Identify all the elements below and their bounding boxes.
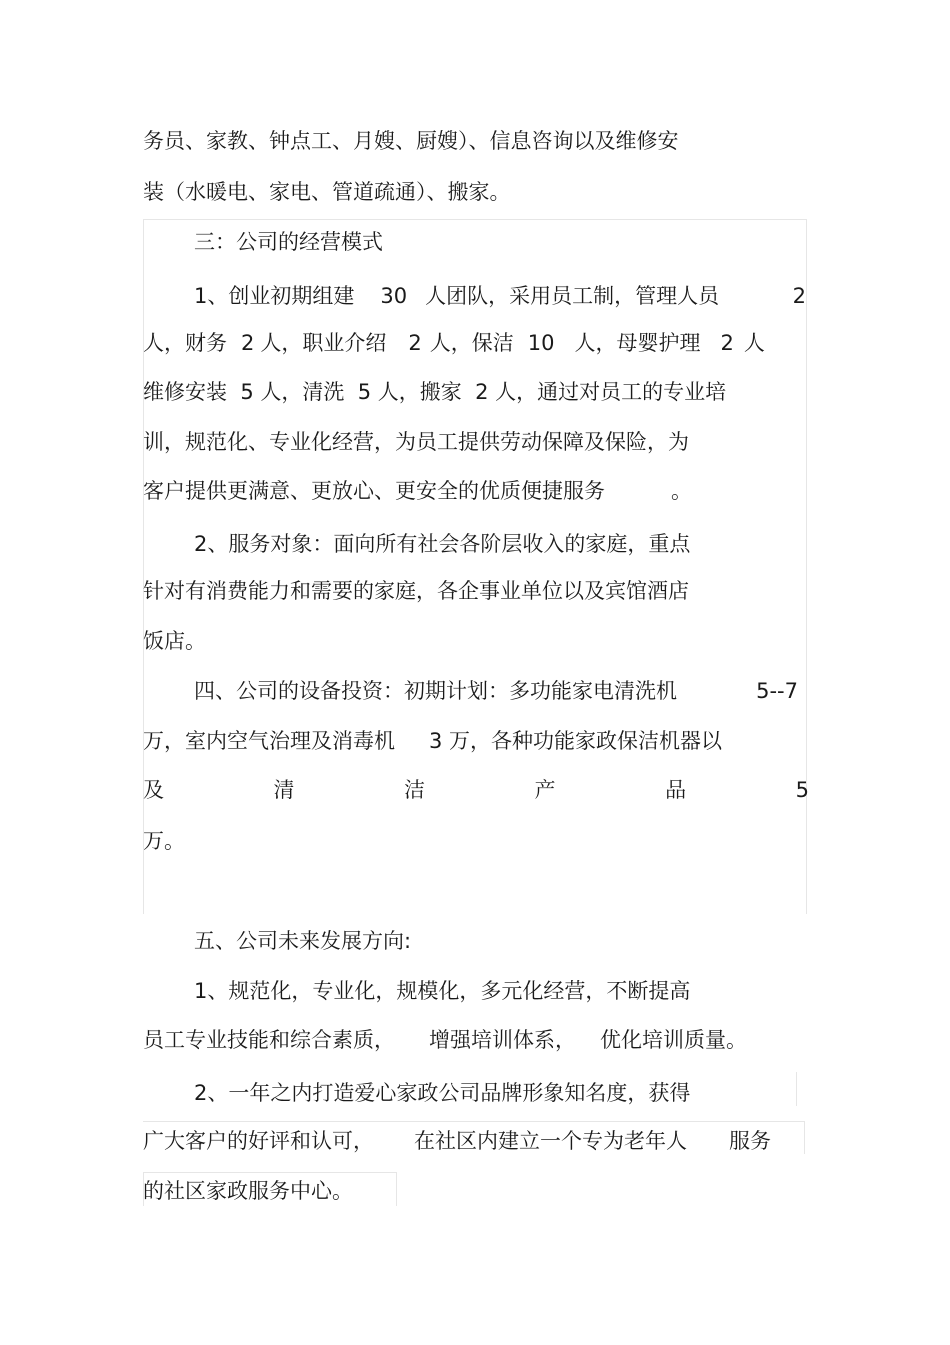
text-line: 装（水暖电、家电、管道疏通）、搬家。 bbox=[143, 180, 511, 204]
text-fragment: 员工专业技能和综合素质， bbox=[143, 1028, 395, 1052]
paragraph-line: 维修安装 5 人，清洗 5 人，搬家 2 人，通过对员工的专业培 bbox=[143, 380, 727, 404]
frame-mid-border bbox=[143, 1121, 805, 1122]
text-fragment: 优化培训质量。 bbox=[600, 1028, 747, 1052]
text-fragment: 3 万，各种功能家政保洁机器以 bbox=[429, 729, 723, 753]
paragraph-line bbox=[143, 330, 765, 356]
paragraph-line bbox=[143, 1128, 771, 1154]
frame-right-small-1 bbox=[796, 1072, 797, 1106]
text-fragment: 5--7 bbox=[756, 679, 798, 703]
paragraph-line bbox=[143, 1027, 747, 1053]
text-fragment: 客户提供更满意、更放心、更安全的优质便捷服务 bbox=[143, 479, 605, 503]
paragraph-line: 训，规范化、专业化经营，为员工提供劳动保障及保险，为 bbox=[143, 430, 689, 454]
text-fragment: 30 bbox=[380, 284, 408, 308]
text-fragment: 洁 bbox=[404, 778, 426, 802]
text-fragment: 品 bbox=[665, 778, 687, 802]
text-fragment: 2 bbox=[408, 331, 422, 355]
text-fragment: 。 bbox=[671, 479, 692, 503]
paragraph-line: 万。 bbox=[143, 829, 185, 853]
text-fragment: 在社区内建立一个专为老年人 bbox=[414, 1129, 687, 1153]
text-fragment: 10 bbox=[527, 331, 555, 355]
text-fragment: 产 bbox=[534, 778, 556, 802]
text-fragment: 1、创业初期组建 bbox=[194, 284, 355, 308]
paragraph-line: 2、服务对象：面向所有社会各阶层收入的家庭，重点 bbox=[194, 532, 691, 556]
paragraph-line bbox=[143, 478, 692, 504]
text-fragment: 2 bbox=[241, 331, 255, 355]
paragraph-line bbox=[143, 728, 722, 754]
paragraph-line bbox=[194, 283, 806, 309]
text-fragment: 2 bbox=[792, 284, 806, 308]
text-fragment: 人，保洁 bbox=[429, 331, 514, 355]
frame-right-small-3 bbox=[396, 1172, 397, 1206]
text-fragment: 人，母婴护理 bbox=[574, 331, 701, 355]
frame-top-border bbox=[143, 219, 807, 220]
text-fragment: 增强培训体系， bbox=[429, 1028, 576, 1052]
text-fragment: 人团队，采用员工制，管理人员 bbox=[425, 284, 720, 308]
frame-right-small-2 bbox=[804, 1121, 805, 1154]
section-heading: 五、公司未来发展方向: bbox=[194, 929, 412, 953]
justified-line bbox=[143, 777, 809, 803]
text-fragment: 万，室内空气治理及消毒机 bbox=[143, 729, 395, 753]
text-fragment: 四、公司的设备投资：初期计划：多功能家电清洗机 bbox=[194, 679, 677, 703]
text-fragment: 广大客户的好评和认可， bbox=[143, 1129, 374, 1153]
text-fragment: 清 bbox=[273, 778, 295, 802]
section-heading: 三：公司的经营模式 bbox=[194, 230, 383, 254]
paragraph-line: 1、规范化，专业化，规模化，多元化经营，不断提高 bbox=[194, 979, 691, 1003]
frame-right-border bbox=[806, 219, 807, 914]
text-fragment: 及 bbox=[143, 778, 164, 802]
frame-left-border bbox=[143, 219, 144, 914]
section-heading bbox=[194, 678, 802, 704]
text-fragment: 人，财务 bbox=[143, 331, 227, 355]
text-fragment: 人 bbox=[743, 331, 765, 355]
frame-bottom-border bbox=[143, 1172, 397, 1173]
text-fragment: 5 bbox=[795, 778, 809, 802]
text-fragment: 2 bbox=[720, 331, 734, 355]
paragraph-line: 饭店。 bbox=[143, 629, 206, 653]
paragraph-line: 针对有消费能力和需要的家庭，各企事业单位以及宾馆酒店 bbox=[143, 579, 689, 603]
paragraph-line: 2、一年之内打造爱心家政公司品牌形象知名度，获得 bbox=[194, 1081, 691, 1105]
paragraph-line: 的社区家政服务中心。 bbox=[143, 1179, 353, 1203]
text-fragment: 服务 bbox=[729, 1129, 771, 1153]
text-line: 务员、家教、钟点工、月嫂、厨嫂）、信息咨询以及维修安 bbox=[143, 129, 679, 153]
text-fragment: 人，职业介绍 bbox=[260, 331, 387, 355]
